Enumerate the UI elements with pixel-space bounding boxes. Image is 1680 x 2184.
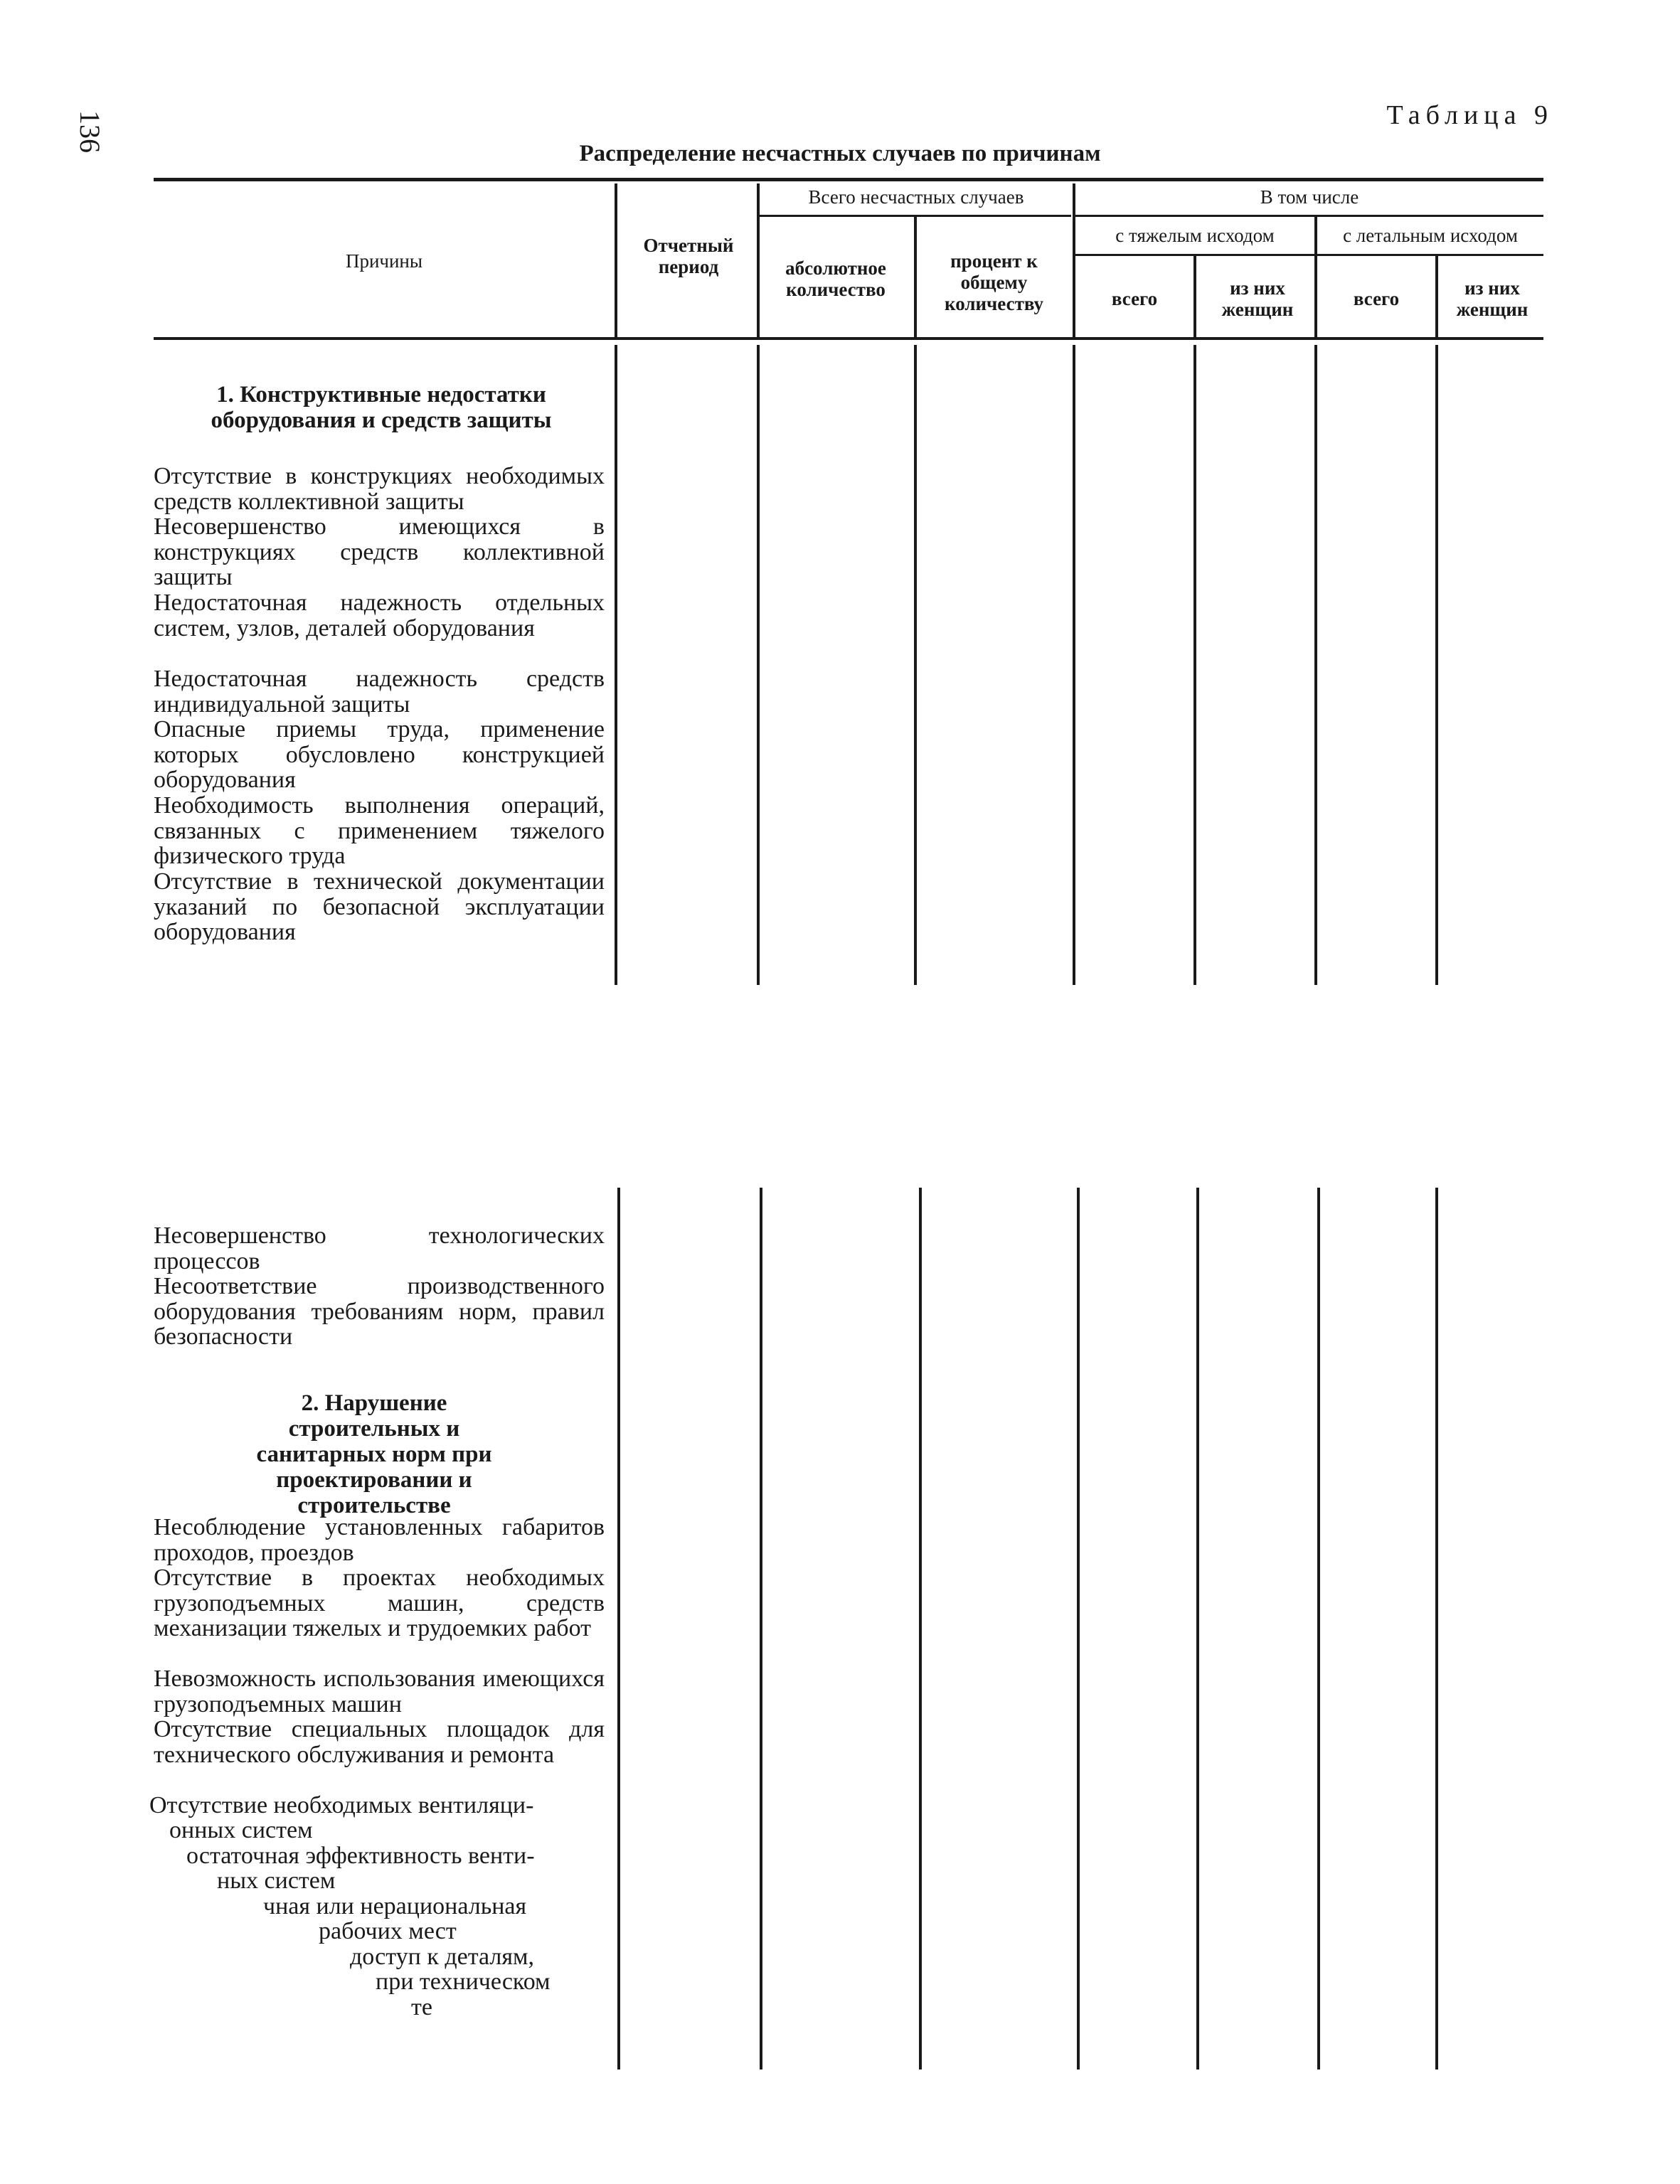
list-item: Отсутствие необходимых вентиляци- bbox=[149, 1792, 534, 1818]
header-absolute: абсолютное количество bbox=[785, 257, 886, 300]
header-percent: процент к общему количеству bbox=[945, 250, 1043, 314]
header-bottom-rule bbox=[154, 337, 1543, 340]
section-1-heading: 1. Конструктивные недостатки оборудования и средств защиты bbox=[211, 382, 552, 433]
header-severe-women: из них женщин bbox=[1221, 277, 1294, 320]
list-item: Несоответствие производственного оборудования требованиям норм, правил безопасности bbox=[154, 1273, 605, 1350]
list-item: Несовершенство технологических процессов bbox=[154, 1222, 605, 1274]
list-item: Невозможность использования имеющихся грузоподъемных машин bbox=[154, 1666, 605, 1717]
section-2-heading: 2. Нарушение строительных и санитарных норм при проектировании и строительстве bbox=[256, 1390, 492, 1518]
header-divider bbox=[1435, 256, 1438, 337]
table-title: Распределение несчастных случаев по причинам bbox=[579, 141, 1101, 166]
header-total-group: Всего несчастных случаев bbox=[808, 186, 1024, 208]
column-line bbox=[1073, 345, 1075, 985]
header-divider bbox=[615, 183, 617, 337]
column-line bbox=[1077, 1188, 1080, 2070]
column-line bbox=[919, 1188, 922, 2070]
list-item: Несовершенство имеющихся в конструкциях средств коллективной защиты bbox=[154, 513, 605, 590]
header-fatal-women: из них женщин bbox=[1456, 277, 1529, 320]
header-divider bbox=[914, 217, 917, 337]
text-fragment: при техническом bbox=[376, 1969, 551, 1995]
header-including: В том числе bbox=[1260, 186, 1359, 208]
header-period: Отчетный период bbox=[643, 235, 734, 277]
column-line bbox=[1317, 1188, 1320, 2070]
header-fatal: с летальным исходом bbox=[1343, 225, 1518, 246]
column-line bbox=[1314, 345, 1317, 985]
text-fragment: те bbox=[411, 1994, 432, 2020]
column-line bbox=[760, 1188, 762, 2070]
text-fragment: чная или нерациональная bbox=[263, 1893, 527, 1919]
column-line bbox=[757, 345, 760, 985]
top-rule bbox=[154, 178, 1543, 181]
column-line bbox=[615, 345, 617, 985]
list-item: Отсутствие в конструкциях необходимых средств коллективной защиты bbox=[154, 463, 605, 515]
header-fatal-total: всего bbox=[1353, 288, 1400, 309]
column-line bbox=[1193, 345, 1196, 985]
list-item: Опасные приемы труда, применение которых обусловлено конструкцией оборудования bbox=[154, 716, 605, 793]
column-line bbox=[914, 345, 917, 985]
header-divider bbox=[1193, 256, 1196, 337]
column-line bbox=[1196, 1188, 1199, 2070]
page-number: 136 bbox=[74, 110, 106, 153]
text-fragment: ных систем bbox=[217, 1868, 336, 1894]
header-severe-total: всего bbox=[1111, 288, 1158, 309]
text-fragment: остаточная эффективность венти- bbox=[186, 1843, 535, 1869]
list-item: онных систем bbox=[169, 1817, 313, 1843]
column-line bbox=[617, 1188, 620, 2070]
column-line bbox=[1435, 345, 1438, 985]
list-item: Несоблюдение установленных габаритов проходов, проездов bbox=[154, 1514, 605, 1566]
text-fragment: доступ к деталям, bbox=[350, 1944, 535, 1970]
list-item: Отсутствие в проектах необходимых грузоподъемных машин, средств механизации тяжелых и трудоемких работ bbox=[154, 1565, 605, 1641]
header-severe: с тяжелым исходом bbox=[1115, 225, 1275, 246]
table-label: Таблица 9 bbox=[1386, 100, 1553, 130]
column-line bbox=[1435, 1188, 1438, 2070]
list-item: Отсутствие в технической документации указаний по безопасной эксплуатации оборудования bbox=[154, 868, 605, 945]
header-causes: Причины bbox=[345, 250, 423, 272]
subheader-rule-outcomes bbox=[1074, 254, 1543, 256]
list-item: Необходимость выполнения операций, связанных с применением тяжелого физического труда bbox=[154, 792, 605, 869]
list-item: Недостаточная надежность средств индивидуальной защиты bbox=[154, 666, 605, 718]
subheader-rule-including bbox=[1074, 215, 1543, 217]
list-item: Недостаточная надежность отдельных систем, узлов, деталей оборудования bbox=[154, 590, 605, 641]
list-item: Отсутствие специальных площадок для технического обслуживания и ремонта bbox=[154, 1716, 605, 1768]
text-fragment: рабочих мест bbox=[319, 1918, 457, 1944]
